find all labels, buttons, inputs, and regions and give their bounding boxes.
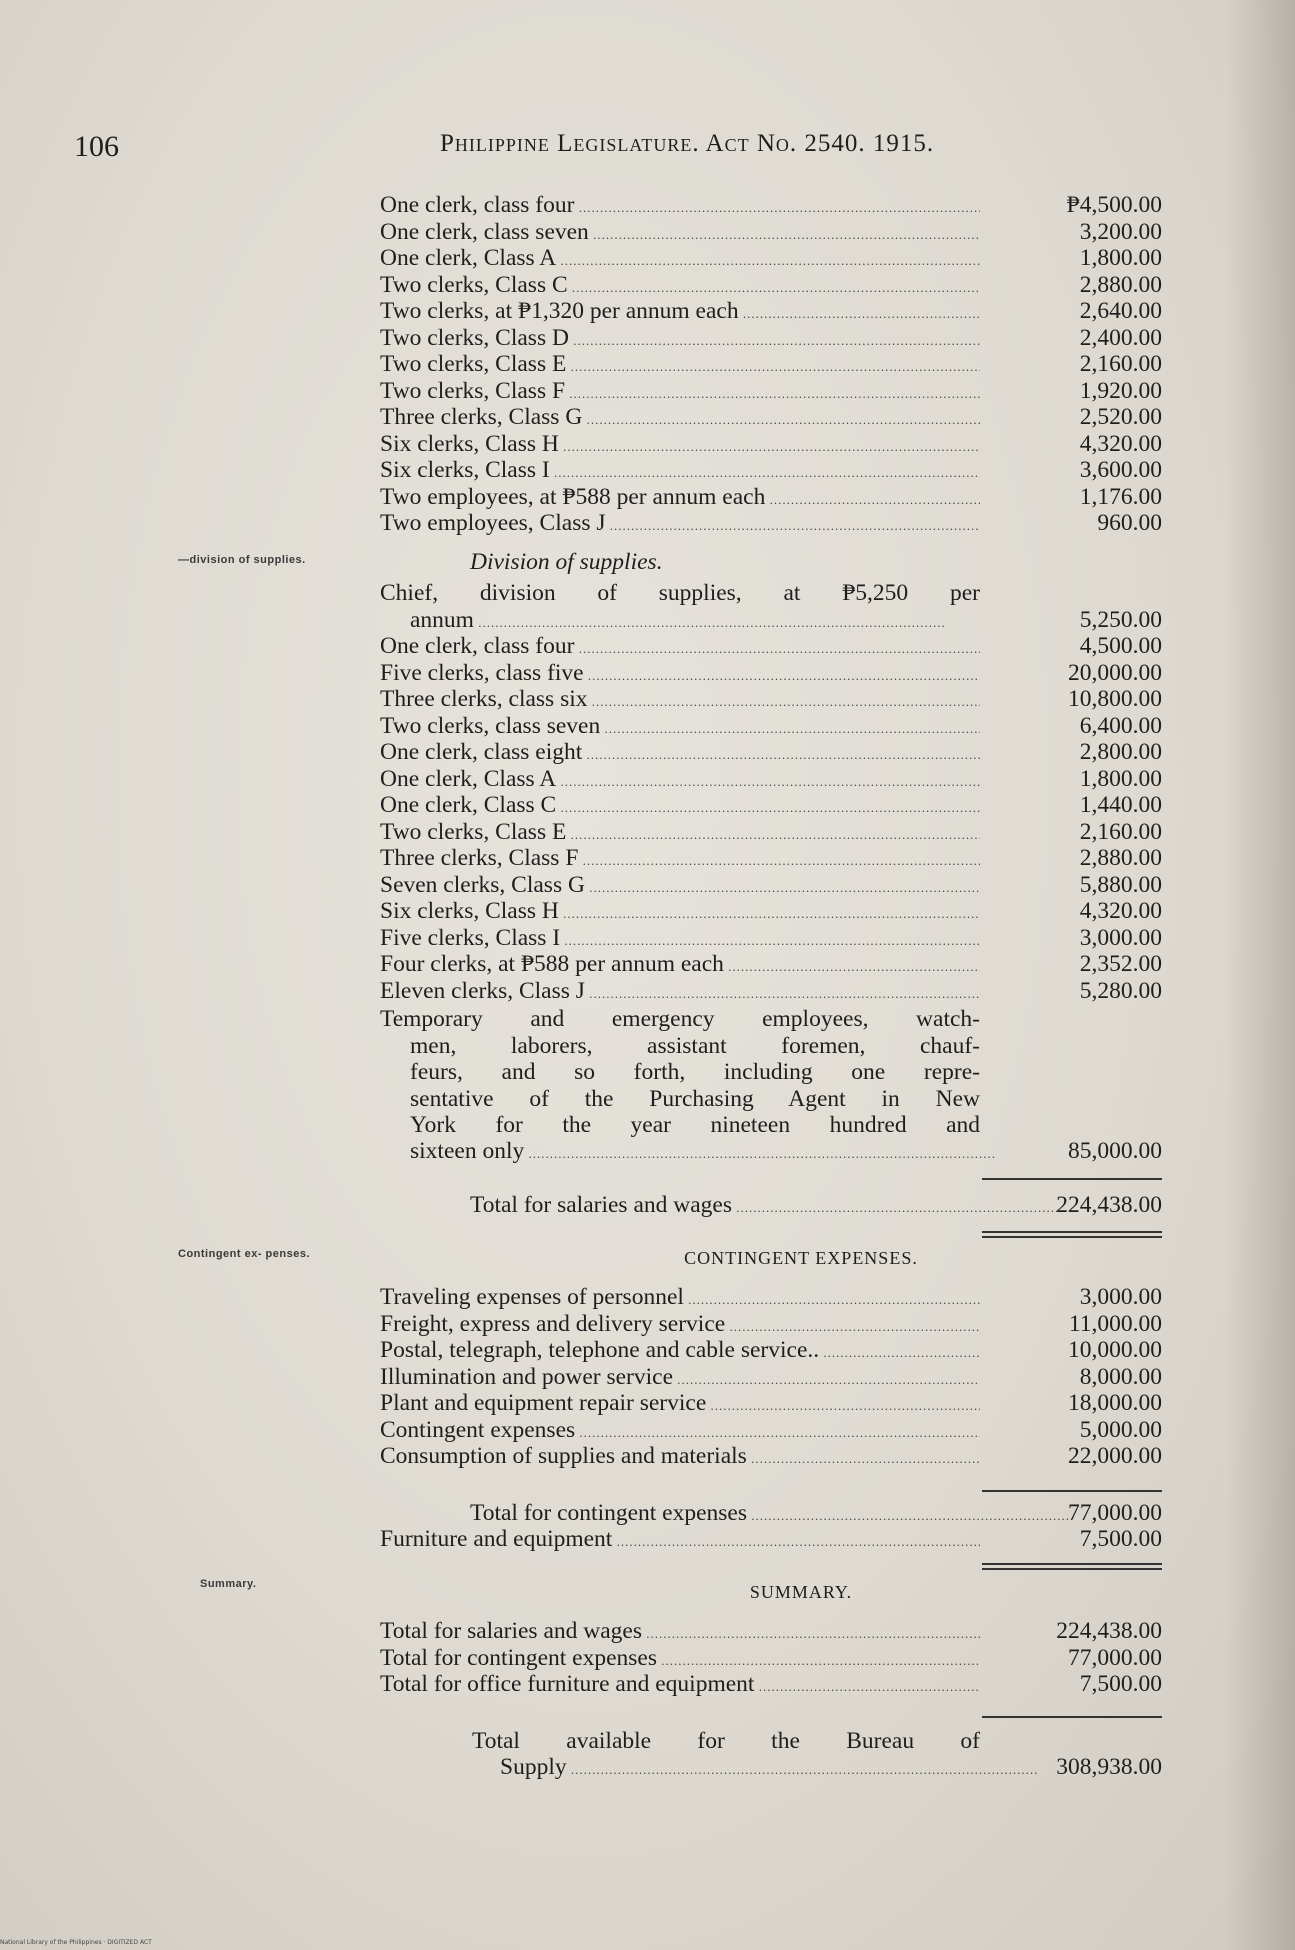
line-item-amount: 1,176.00 [1079,483,1162,510]
line-item-label: Freight, express and delivery service ..... [380,1311,980,1340]
line-item-amount: 8,000.00 [1079,1363,1162,1390]
line-item-label: One clerk, Class A ..... [380,245,980,274]
line-item-label: Two employees, at ₱588 per annum each ..... [380,484,980,513]
line-item-amount: 2,160.00 [1079,818,1162,845]
line-item-amount: 1,800.00 [1079,245,1162,271]
line-item-label: Eleven clerks, Class J ..... [380,978,980,1007]
chief-row-amount: 5,250.00 [1079,607,1162,633]
line-item-amount: 5,000.00 [1079,1416,1162,1443]
line-item-row [380,686,1162,712]
rule-single-3 [982,1716,1162,1718]
chief-row [380,607,1162,633]
line-item-label: Three clerks, Class F ..... [380,845,980,874]
temporary-row-label: sixteen only ..... [380,1138,1010,1167]
furniture-label: Furniture and equipment ..... [380,1526,980,1555]
line-item-row [380,510,1162,536]
line-item-label: Total for salaries and wages ..... [380,1618,980,1647]
line-item-row [380,792,1162,818]
line-item-row [380,378,1162,404]
line-item-label: Illumination and power service ..... [380,1364,980,1393]
grand-total-line-1: Total available for the Bureau of [472,1728,980,1754]
line-item-row [380,245,1162,271]
grand-total-row [380,1754,1162,1780]
line-item-amount: 18,000.00 [1068,1390,1162,1416]
line-item-amount: 77,000.00 [1068,1644,1162,1671]
line-item-row [380,739,1162,765]
line-item-label: Six clerks, Class I ..... [380,457,980,486]
line-item-label: Two clerks, Class E ..... [380,819,980,848]
furniture-row [380,1526,1162,1552]
rule-single-2 [982,1490,1162,1492]
division-of-supplies-heading: Division of supplies. [470,549,663,575]
furniture-amount: 7,500.00 [1079,1526,1162,1552]
line-item-amount: 2,800.00 [1079,739,1162,765]
line-item-amount: 2,400.00 [1079,324,1162,351]
line-item-label: Contingent expenses ..... [380,1417,980,1446]
line-item-amount: 3,200.00 [1079,218,1162,245]
line-item-amount: 3,600.00 [1079,457,1162,483]
line-item-label: Total for contingent expenses ..... [380,1645,980,1674]
line-item-row [380,660,1162,686]
line-item-amount: 2,352.00 [1079,951,1162,977]
line-item-label: Total for office furniture and equipment ..... [380,1671,980,1700]
line-item-row [380,1645,1162,1671]
line-item-row [380,272,1162,298]
line-item-row [380,484,1162,510]
line-item-amount: 224,438.00 [1056,1618,1162,1644]
line-item-amount: 1,920.00 [1079,377,1162,404]
temporary-row [380,1138,1162,1164]
temporary-line-3: feurs, and so forth, including one repre- [410,1059,980,1085]
line-item-amount: 2,640.00 [1079,298,1162,324]
line-item-label: Three clerks, Class G ..... [380,404,980,433]
line-item-row [380,1390,1162,1416]
line-item-row [380,951,1162,977]
rule-single [982,1178,1162,1180]
line-item-row [380,1443,1162,1469]
line-item-row [380,713,1162,739]
chief-row-label: annum ..... [380,607,1010,636]
line-item-label: Postal, telegraph, telephone and cable service.. ..... [380,1337,980,1366]
line-item-row [380,457,1162,483]
rule-double-2 [982,1563,1162,1570]
temporary-row-amount: 85,000.00 [1068,1138,1162,1164]
line-item-label: Three clerks, class six ..... [380,686,980,715]
line-item-label: Two clerks, at ₱1,320 per annum each ..... [380,298,980,327]
scan-footer: National Library of the Philippines · DIGITIZED ACT [0,1939,152,1946]
line-item-label: One clerk, Class A ..... [380,766,980,795]
line-item-row [380,925,1162,951]
contingent-expenses-heading: CONTINGENT EXPENSES. [684,1248,918,1268]
line-item-row [380,404,1162,430]
line-item-row [380,1284,1162,1310]
line-item-label: Two clerks, class seven ..... [380,713,980,742]
line-item-row [380,1311,1162,1337]
line-item-label: Two clerks, Class F ..... [380,378,980,407]
line-item-label: Plant and equipment repair service ..... [380,1390,980,1419]
line-item-label: One clerk, Class C ..... [380,792,980,821]
line-item-label: Five clerks, Class I ..... [380,925,980,954]
margin-note-contingent-expenses: Contingent ex- penses. [178,1248,311,1260]
line-item-amount: 7,500.00 [1079,1671,1162,1697]
line-item-label: Four clerks, at ₱588 per annum each ..... [380,951,980,980]
line-item-label: Two clerks, Class C ..... [380,272,980,301]
line-item-amount: 11,000.00 [1068,1310,1162,1337]
line-item-amount: 3,000.00 [1079,1284,1162,1310]
line-item-amount: 4,320.00 [1079,898,1162,924]
line-item-amount: 960.00 [1097,510,1162,536]
line-item-amount: 2,880.00 [1079,845,1162,871]
line-item-label: Two clerks, Class E ..... [380,351,980,380]
running-head: Philippine Legislature. Act No. 2540. 1915. [440,130,935,157]
line-item-label: Consumption of supplies and materials ..... [380,1443,980,1472]
line-item-amount: 22,000.00 [1068,1443,1162,1469]
line-item-amount: 5,880.00 [1079,871,1162,898]
line-item-amount: 2,880.00 [1079,271,1162,298]
line-item-row [380,1417,1162,1443]
line-item-row [380,633,1162,659]
line-item-amount: 5,280.00 [1079,977,1162,1004]
line-item-row [380,219,1162,245]
line-item-label: Traveling expenses of personnel ..... [380,1284,980,1313]
line-item-amount: 2,520.00 [1079,404,1162,430]
line-item-amount: 3,000.00 [1079,924,1162,951]
line-item-label: Six clerks, Class H ..... [380,898,980,927]
line-item-amount: 10,000.00 [1068,1337,1162,1363]
temporary-line-1: Temporary and emergency employees, watch- [380,1006,980,1032]
total-salaries-row [380,1192,1162,1218]
line-item-amount: 20,000.00 [1068,659,1162,686]
line-item-label: Six clerks, Class H ..... [380,431,980,460]
line-item-label: One clerk, class four ..... [380,192,980,221]
total-salaries-amount: 224,438.00 [1056,1192,1162,1218]
line-item-row [380,298,1162,324]
total-contingent-label: Total for contingent expenses ..... [380,1500,1070,1529]
margin-note-division-of-supplies: —division of supplies. [178,554,306,566]
line-item-label: Seven clerks, Class G ..... [380,872,980,901]
line-item-row [380,192,1162,218]
page-number: 106 [74,130,119,163]
line-item-amount: 2,160.00 [1079,351,1162,377]
line-item-amount: 1,440.00 [1079,792,1162,818]
line-item-label: One clerk, class four ..... [380,633,980,662]
chief-line-1: Chief, division of supplies, at ₱5,250 per [380,580,980,606]
line-item-amount: 4,500.00 [1079,633,1162,659]
line-item-label: Five clerks, class five ..... [380,660,980,689]
line-item-label: Two employees, Class J ..... [380,510,980,539]
line-item-amount: 6,400.00 [1079,712,1162,739]
line-item-amount: 10,800.00 [1068,686,1162,712]
line-item-row [380,845,1162,871]
line-item-amount: 1,800.00 [1079,765,1162,792]
total-contingent-row [380,1500,1162,1526]
line-item-amount: 4,320.00 [1079,430,1162,457]
line-item-label: One clerk, class eight ..... [380,739,980,768]
line-item-row [380,1671,1162,1697]
total-salaries-label: Total for salaries and wages ..... [380,1192,1070,1221]
line-item-amount: ₱4,500.00 [1066,192,1162,218]
page-edge-shadow [1225,0,1295,1950]
line-item-row [380,1618,1162,1644]
line-item-row [380,431,1162,457]
line-item-row [380,766,1162,792]
grand-total-amount: 308,938.00 [1056,1754,1162,1780]
line-item-row [380,351,1162,377]
line-item-row [380,1364,1162,1390]
temporary-line-4: sentative of the Purchasing Agent in New [410,1085,980,1112]
rule-double [982,1231,1162,1238]
temporary-line-5: York for the year nineteen hundred and [410,1112,980,1138]
line-item-row [380,978,1162,1004]
grand-total-label: Supply ..... [380,1754,1100,1783]
line-item-label: One clerk, class seven ..... [380,219,980,248]
line-item-row [380,325,1162,351]
temporary-line-2: men, laborers, assistant foremen, chauf- [410,1032,980,1059]
line-item-label: Two clerks, Class D ..... [380,325,980,354]
line-item-row [380,819,1162,845]
line-item-row [380,898,1162,924]
line-item-row [380,872,1162,898]
total-contingent-amount: 77,000.00 [1068,1500,1162,1526]
summary-heading: SUMMARY. [749,1582,853,1602]
line-item-row [380,1337,1162,1363]
margin-note-summary: Summary. [200,1578,257,1590]
